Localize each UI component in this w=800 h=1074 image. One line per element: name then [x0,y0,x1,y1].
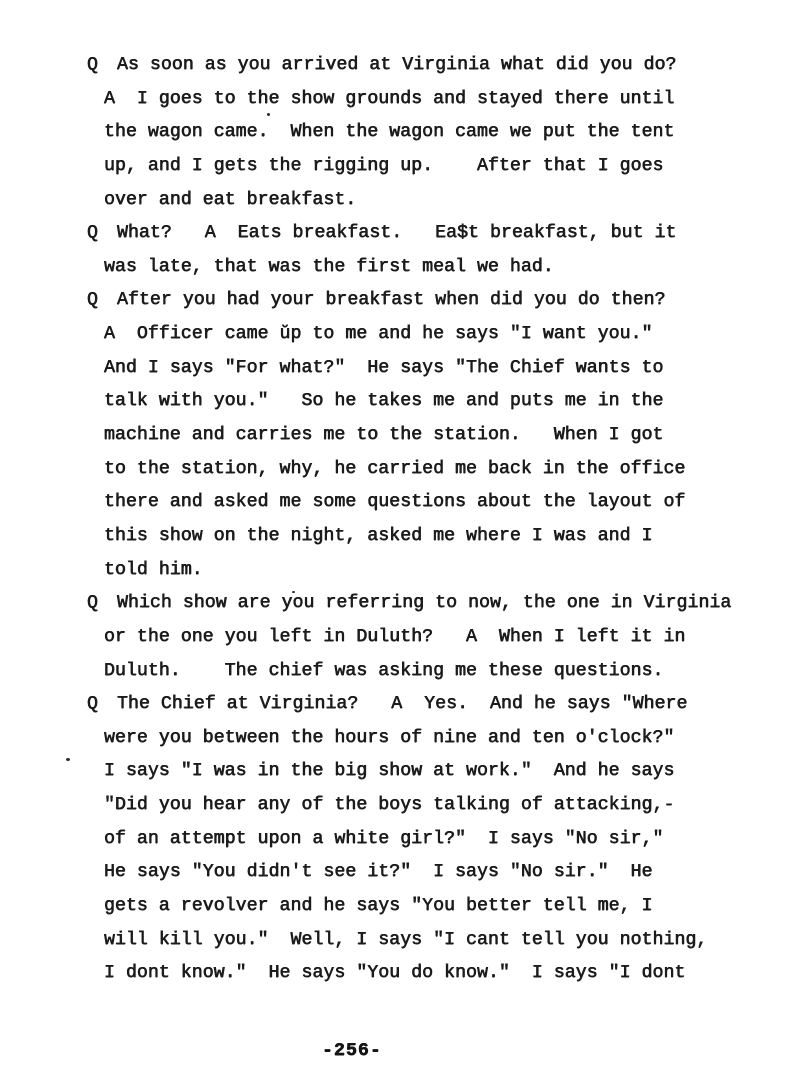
typed-line [0,856,800,890]
typed-line [0,83,800,117]
ink-speck [267,113,270,116]
typed-line [0,789,800,823]
question-marker: Q [87,290,98,311]
typed-line [0,655,800,689]
typed-line [0,957,800,991]
line-text: over and eat breakfast. [104,189,357,210]
line-text: A I goes to the show grounds and stayed there until [104,88,675,109]
typed-line [0,184,800,218]
typed-line [0,150,800,184]
line-text: were you between the hours of nine and ten o'clock?" [104,727,675,748]
line-text: I says "I was in the big show at work." And he says [104,761,675,782]
typed-line [0,486,800,520]
question-marker: Q [87,223,98,244]
line-text: The Chief at Virginia? A Yes. And he says "Where [117,694,688,715]
line-text: "Did you hear any of the boys talking of attacking,- [104,795,675,816]
line-text: was late, that was the first meal we had. [104,256,554,277]
typed-line [0,621,800,655]
typed-line [0,217,800,251]
line-text: of an attempt upon a white girl?" I says "No sir," [104,828,664,849]
typed-line [0,890,800,924]
typed-line [0,587,800,621]
ink-speck [292,591,295,593]
typed-line [0,352,800,386]
line-text: Which show are you referring to now, the one in Virginia [117,593,732,614]
typed-lines [0,49,800,991]
typed-line [0,755,800,789]
typed-line [0,49,800,83]
typed-line [0,284,800,318]
line-text: And I says "For what?" He says "The Chief wants to [104,357,664,378]
line-text: to the station, why, he carried me back in the office [104,458,686,479]
line-text: gets a revolver and he says "You better tell me, I [104,896,653,917]
page-number: -256- [322,1041,382,1061]
line-text: up, and I gets the rigging up. After that I goes [104,155,664,176]
typed-line [0,520,800,554]
line-text: will kill you." Well, I says "I cant tell you nothing, [104,929,708,950]
line-text: A Officer came ŭp to me and he says "I want you." [104,324,653,345]
typed-line [0,453,800,487]
typed-line [0,823,800,857]
typed-line [0,318,800,352]
line-text: machine and carries me to the station. When I got [104,425,664,446]
line-text: talk with you." So he takes me and puts me in the [104,391,664,412]
line-text: there and asked me some questions about the layout of [104,492,686,513]
question-marker: Q [87,55,98,75]
question-marker: Q [87,694,98,715]
line-text: I dont know." He says "You do know." I says "I dont [104,963,686,984]
question-marker: Q [87,593,98,614]
line-text: this show on the night, asked me where I was and I [104,525,653,546]
typed-line [0,924,800,958]
line-text: After you had your breakfast when did you do then? [117,290,666,311]
line-text: Duluth. The chief was asking me these questions. [104,660,664,681]
line-text: told him. [104,559,203,580]
typed-line [0,722,800,756]
typed-line [0,385,800,419]
typed-line [0,419,800,453]
typed-line [0,251,800,285]
line-text: What? A Eats breakfast. Ea$t breakfast, but it [117,223,677,244]
typed-line [0,554,800,588]
typed-line [0,116,800,150]
line-text: or the one you left in Duluth? A When I left it in [104,626,686,647]
line-text: As soon as you arrived at Virginia what did you do? [117,55,677,75]
line-text: the wagon came. When the wagon came we put the tent [104,122,675,143]
typed-line [0,688,800,722]
line-text: He says "You didn't see it?" I says "No sir." He [104,862,653,883]
ink-speck [66,758,70,761]
